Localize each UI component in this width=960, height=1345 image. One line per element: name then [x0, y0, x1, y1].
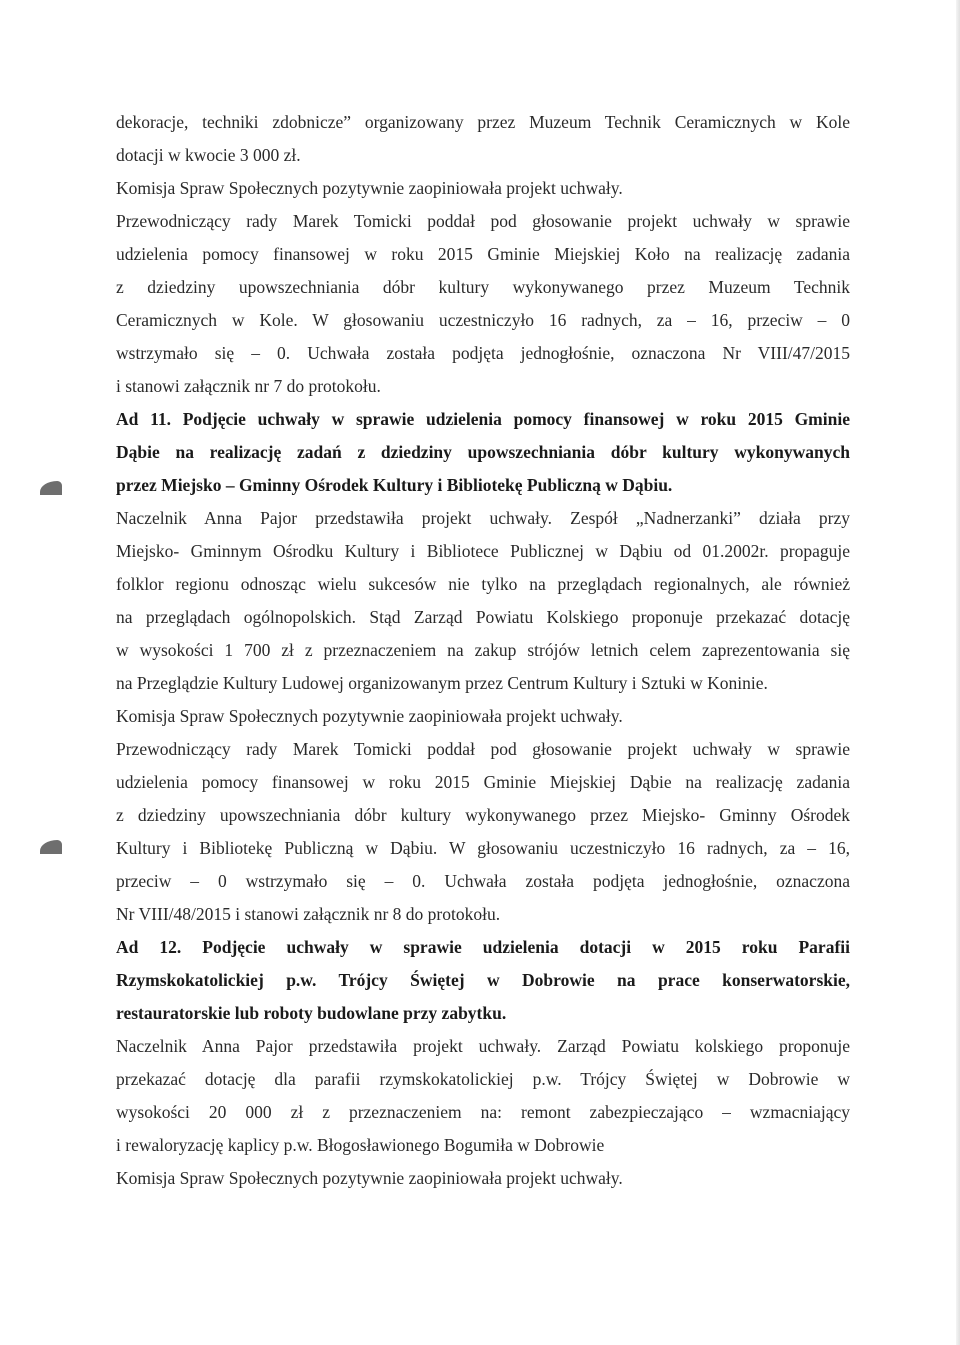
text-line: dekoracje, techniki zdobnicze” organizowany przez Muzeum Technik Ceramicznych w Kole: [116, 112, 850, 132]
text-line: i rewaloryzację kaplicy p.w. Błogosławionego Bogumiła w Dobrowie: [116, 1135, 605, 1155]
text-line: w wysokości 1 700 zł z przeznaczeniem na zakup strójów letnich celem zaprezentowania się: [116, 640, 850, 660]
section-heading-ad-12: Rzymskokatolickiej p.w. Trójcy Świętej w Dobrowie na prace konserwatorskie,: [116, 970, 850, 990]
text-line: Komisja Spraw Społecznych pozytywnie zaopiniowała projekt uchwały.: [116, 1168, 623, 1188]
document-body: [116, 106, 850, 1195]
text-line: wstrzymało się – 0. Uchwała została podjęta jednogłośnie, oznaczona Nr VIII/47/2015: [116, 343, 850, 363]
text-line: przeciw – 0 wstrzymało się – 0. Uchwała została podjęta jednogłośnie, oznaczona: [116, 871, 850, 891]
punch-hole-mark: [40, 481, 62, 495]
text-line: Komisja Spraw Społecznych pozytywnie zaopiniowała projekt uchwały.: [116, 706, 623, 726]
text-line: wysokości 20 000 zł z przeznaczeniem na: remont zabezpieczająco – wzmacniający: [116, 1102, 850, 1122]
text-line: Nr VIII/48/2015 i stanowi załącznik nr 8 do protokołu.: [116, 904, 501, 924]
text-line: udzielenia pomocy finansowej w roku 2015 Gminie Miejskiej Koło na realizację zadania: [116, 244, 850, 264]
text-line: z dziedziny upowszechniania dóbr kultury wykonywanego przez Miejsko- Gminny Ośrodek: [116, 805, 850, 825]
text-line: Naczelnik Anna Pajor przedstawiła projekt uchwały. Zarząd Powiatu kolskiego proponuje: [116, 1036, 850, 1056]
text-line: udzielenia pomocy finansowej w roku 2015 Gminie Miejskiej Dąbie na realizację zadania: [116, 772, 850, 792]
text-line: Miejsko- Gminnym Ośrodku Kultury i Bibliotece Publicznej w Dąbiu od 01.2002r. propaguje: [116, 541, 850, 561]
text-line: na Przeglądzie Kultury Ludowej organizowanym przez Centrum Kultury i Sztuki w Koninie.: [116, 673, 768, 693]
section-heading-ad-12: restauratorskie lub roboty budowlane przy zabytku.: [116, 1003, 507, 1023]
section-heading-ad-12: Ad 12. Podjęcie uchwały w sprawie udzielenia dotacji w 2015 roku Parafii: [116, 937, 850, 957]
text-line: Naczelnik Anna Pajor przedstawiła projekt uchwały. Zespół „Nadnerzanki” działa przy: [116, 508, 850, 528]
text-line: Kultury i Bibliotekę Publiczną w Dąbiu. W głosowaniu uczestniczyło 16 radnych, za – 16,: [116, 838, 850, 858]
section-heading-ad-11: Ad 11. Podjęcie uchwały w sprawie udzielenia pomocy finansowej w roku 2015 Gminie: [116, 409, 850, 429]
text-line: Przewodniczący rady Marek Tomicki poddał pod głosowanie projekt uchwały w sprawie: [116, 211, 850, 231]
section-heading-ad-11: Dąbie na realizację zadań z dziedziny upowszechniania dóbr kultury wykonywanych: [116, 442, 850, 462]
punch-hole-mark: [40, 840, 62, 854]
text-line: Przewodniczący rady Marek Tomicki poddał pod głosowanie projekt uchwały w sprawie: [116, 739, 850, 759]
text-line: z dziedziny upowszechniania dóbr kultury wykonywanego przez Muzeum Technik: [116, 277, 850, 297]
text-line: przekazać dotację dla parafii rzymskokatolickiej p.w. Trójcy Świętej w Dobrowie w: [116, 1069, 850, 1089]
text-line: na przeglądach ogólnopolskich. Stąd Zarząd Powiatu Kolskiego proponuje przekazać dotację: [116, 607, 850, 627]
page-edge-shadow: [956, 0, 960, 1345]
text-line: dotacji w kwocie 3 000 zł.: [116, 145, 301, 165]
text-line: i stanowi załącznik nr 7 do protokołu.: [116, 376, 381, 396]
text-line: folklor regionu odnosząc wielu sukcesów nie tylko na przeglądach regionalnych, ale również: [116, 574, 850, 594]
text-line: Komisja Spraw Społecznych pozytywnie zaopiniowała projekt uchwały.: [116, 178, 623, 198]
section-heading-ad-11: przez Miejsko – Gminny Ośrodek Kultury i Bibliotekę Publiczną w Dąbiu.: [116, 475, 673, 495]
text-line: Ceramicznych w Kole. W głosowaniu uczestniczyło 16 radnych, za – 16, przeciw – 0: [116, 310, 850, 330]
